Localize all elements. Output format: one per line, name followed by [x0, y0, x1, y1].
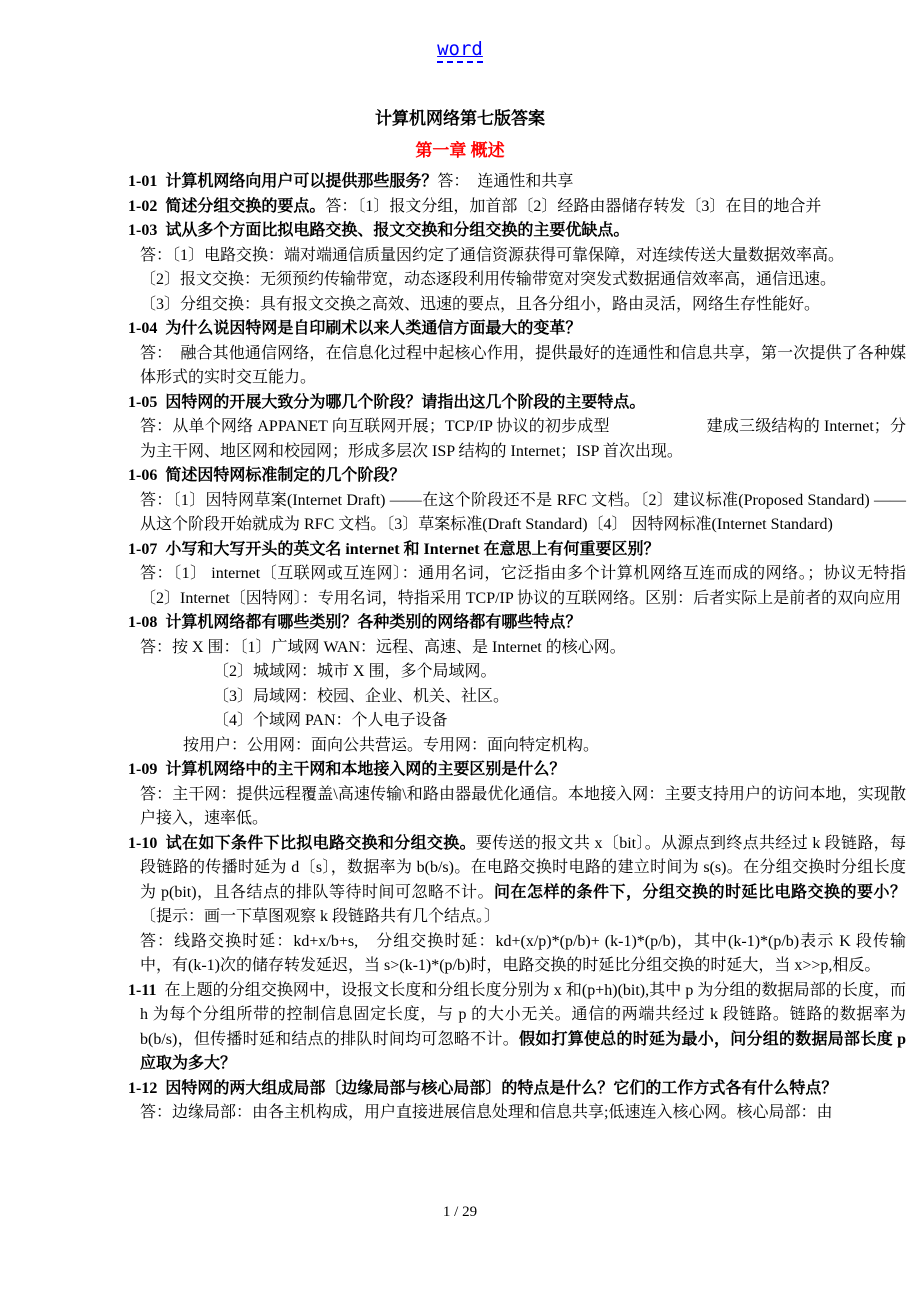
- question-number: 1-06: [128, 467, 158, 484]
- qa-item-1-01: [128, 170, 906, 195]
- qa-item-1-10: [128, 832, 906, 930]
- question-text-run: 计算机网络向用户可以提供那些服务？: [165, 173, 438, 190]
- answer-text-run: 答：边缘局部：由各主机构成，用户直接进展信息处理和信息共享;低速连入核心网。核心局部：由: [140, 1104, 833, 1121]
- paragraph: [128, 562, 906, 611]
- paragraph: [128, 293, 906, 318]
- question-text-run: 因特网的开展大致分为哪几个阶段？请指出这几个阶段的主要特点。: [165, 393, 646, 411]
- answer-text-run: 答：〔1〕报文分组，加首部〔2〕经路由器储存转发〔3〕在目的地合并: [325, 197, 822, 215]
- qa-item-1-03: [128, 219, 906, 244]
- qa-item-1-07: [128, 538, 906, 563]
- paragraph: [128, 783, 906, 832]
- answer-text-run: 要传送的报文共 x〔bit〕。从源点到终点共经过 k 段链路，每段链路的传播时延为 d〔s〕，数据率为 b(b/s)。在电路交换时电路的建立时间为 s(s)。在分组交换时分组长度为 p(bit)，且各结点的排队等待时间可忽略不计。: [140, 834, 906, 901]
- page-number: 1 / 29: [442, 1204, 478, 1220]
- question-text-run: 计算机网络中的主干网和本地接入网的主要区别是什么？: [165, 761, 566, 778]
- question-text-run: 小写和大写开头的英文名 internet 和 Internet 在意思上有何重要区别？: [165, 540, 660, 558]
- answer-text-run: 〔3〕分组交换：具有报文交换之高效、迅速的要点，且各分组小，路由灵活，网络生存性能好。: [140, 295, 821, 313]
- qa-item-1-04: [128, 317, 906, 342]
- answer-text-run: 答： 连通性和共享: [437, 173, 574, 190]
- question-number: 1-10: [128, 834, 158, 852]
- question-number: 1-11: [128, 981, 157, 999]
- answer-text-run: 在上题的分组交换网中，设报文长度和分组长度分别为 x 和(p+h)(bit),其中 p 为分组的数据局部的长度，而 h 为每个分组所带的控制信息固定长度，与 p 的大小无关。通信的两端共经过 k 段链路。链路的数据率为 b(b/s)，但传播时延和结点的排队时间均可忽略不计。: [140, 981, 906, 1048]
- qa-item-1-08: [128, 611, 906, 636]
- question-text-run: 因特网的两大组成局部〔边缘局部与核心局部〕的特点是什么？它们的工作方式各有什么特点？: [165, 1079, 838, 1097]
- question-number: 1-02: [128, 197, 158, 215]
- qa-item-1-09: [128, 758, 906, 783]
- chapter-heading: 第一章 概述: [415, 141, 505, 160]
- answer-text-run: 〔提示：画一下草图观察 k 段链路共有几个结点。〕: [140, 908, 501, 925]
- answer-text-run: 答：〔1〕电路交换：端对端通信质量因约定了通信资源获得可靠保障，对连续传送大量数据效率高。: [140, 246, 845, 264]
- answer-text-run: 〔2〕报文交换：无须预约传输带宽，动态逐段利用传输带宽对突发式数据通信效率高，通信迅速。: [140, 271, 837, 288]
- document-header: [0, 0, 920, 60]
- paragraph: [128, 268, 906, 293]
- paragraph: [128, 685, 906, 710]
- paragraph: [128, 1101, 906, 1126]
- answer-text-run: 答： 融合其他通信网络，在信息化过程中起核心作用，提供最好的连通性和信息共享，第一次提供了各种媒体形式的实时交互能力。: [140, 344, 906, 386]
- paragraph: [128, 342, 906, 391]
- answer-text-run: 答：按 X 围：〔1〕广域网 WAN：远程、高速、是 Internet 的核心网。: [140, 638, 626, 656]
- qa-item-1-05: [128, 391, 906, 416]
- question-text-run: 简述因特网标准制定的几个阶段？: [165, 467, 406, 484]
- question-text-run: 试在如下条件下比拟电路交换和分组交换。: [165, 834, 476, 852]
- qa-item-1-11: [128, 979, 906, 1077]
- answer-text-run: 〔3〕局域网：校园、企业、机关、社区。: [213, 687, 510, 705]
- question-number: 1-05: [128, 393, 158, 411]
- question-number: 1-12: [128, 1079, 158, 1097]
- question-text-run: 计算机网络都有哪些类别？各种类别的网络都有哪些特点？: [165, 614, 582, 631]
- question-number: 1-03: [128, 222, 158, 239]
- answer-text-run: 按用户：公用网：面向公共营运。专用网：面向特定机构。: [183, 736, 600, 754]
- question-text-run: 为什么说因特网是自印刷术以来人类通信方面最大的变革？: [165, 320, 582, 337]
- paragraph: [128, 244, 906, 269]
- document-title: 计算机网络第七版答案: [375, 109, 545, 128]
- answer-text-run: 答：线路交换时延：kd+x/b+s, 分组交换时延：kd+(x/p)*(p/b)+ (k-1)*(p/b)，其中(k-1)*(p/b)表示 K 段传输中，有(k-1)次的储存转发延迟，当 s>(k-1)*(p/b)时，电路交换的时延比分组交换的时延大，当 x>>p,相反。: [140, 932, 906, 974]
- qa-item-1-02: [128, 195, 906, 220]
- answer-text-run: 答：主干网：提供远程覆盖\高速传输\和路由器最优化通信。本地接入网：主要支持用户的访问本地，实现散户接入，速率低。: [140, 785, 906, 827]
- answer-text-run: 答：〔1〕 internet〔互联网或互连网〕：通用名词，它泛指由多个计算机网络互连而成的网络。；协议无特指〔2〕Internet〔因特网〕：专用名词，特指采用 TCP/IP 协议的互联网络。区别：后者实际上是前者的双向应用: [140, 565, 906, 607]
- question-number: 1-01: [128, 173, 158, 190]
- question-number: 1-04: [128, 320, 158, 337]
- answer-text-run: 〔2〕城域网：城市 X 围，多个局域网。: [213, 663, 497, 680]
- question-number: 1-09: [128, 761, 158, 778]
- paragraph: [128, 489, 906, 538]
- question-text-run: 试从多个方面比拟电路交换、报文交换和分组交换的主要优缺点。: [165, 222, 630, 239]
- paragraph: [128, 734, 906, 759]
- paragraph: [128, 660, 906, 685]
- paragraph: [128, 930, 906, 979]
- paragraph: [128, 709, 906, 734]
- answer-text-run: 答：从单个网络 APPANET 向互联网开展；TCP/IP 协议的初步成型 建成三级结构的 Internet；分为主干网、地区网和校园网；形成多层次 ISP 结构的 Internet；ISP 首次出现。: [140, 418, 906, 460]
- question-text-run: 假如打算使总的时延为最小，问分组的数据局部长度 p 应取为多大？: [140, 1030, 906, 1072]
- answer-text-run: 答：〔1〕因特网草案(Internet Draft) ——在这个阶段还不是 RFC 文档。〔2〕建议标准(Proposed Standard) ——从这个阶段开始就成为 RFC 文档。〔3〕草案标准(Draft Standard)〔4〕 因特网标准(Internet Standard): [140, 491, 906, 533]
- document-body: [128, 170, 906, 1126]
- qa-item-1-12: [128, 1077, 906, 1102]
- paragraph: [128, 415, 906, 464]
- question-text-run: 问在怎样的条件下，分组交换的时延比电路交换的要小？: [494, 883, 906, 901]
- qa-item-1-06: [128, 464, 906, 489]
- question-number: 1-07: [128, 540, 158, 558]
- question-text-run: 简述分组交换的要点。: [165, 197, 326, 215]
- question-number: 1-08: [128, 614, 158, 631]
- word-link[interactable]: word: [437, 38, 483, 63]
- paragraph: [128, 636, 906, 661]
- answer-text-run: 〔4〕个域网 PAN：个人电子设备: [213, 712, 448, 729]
